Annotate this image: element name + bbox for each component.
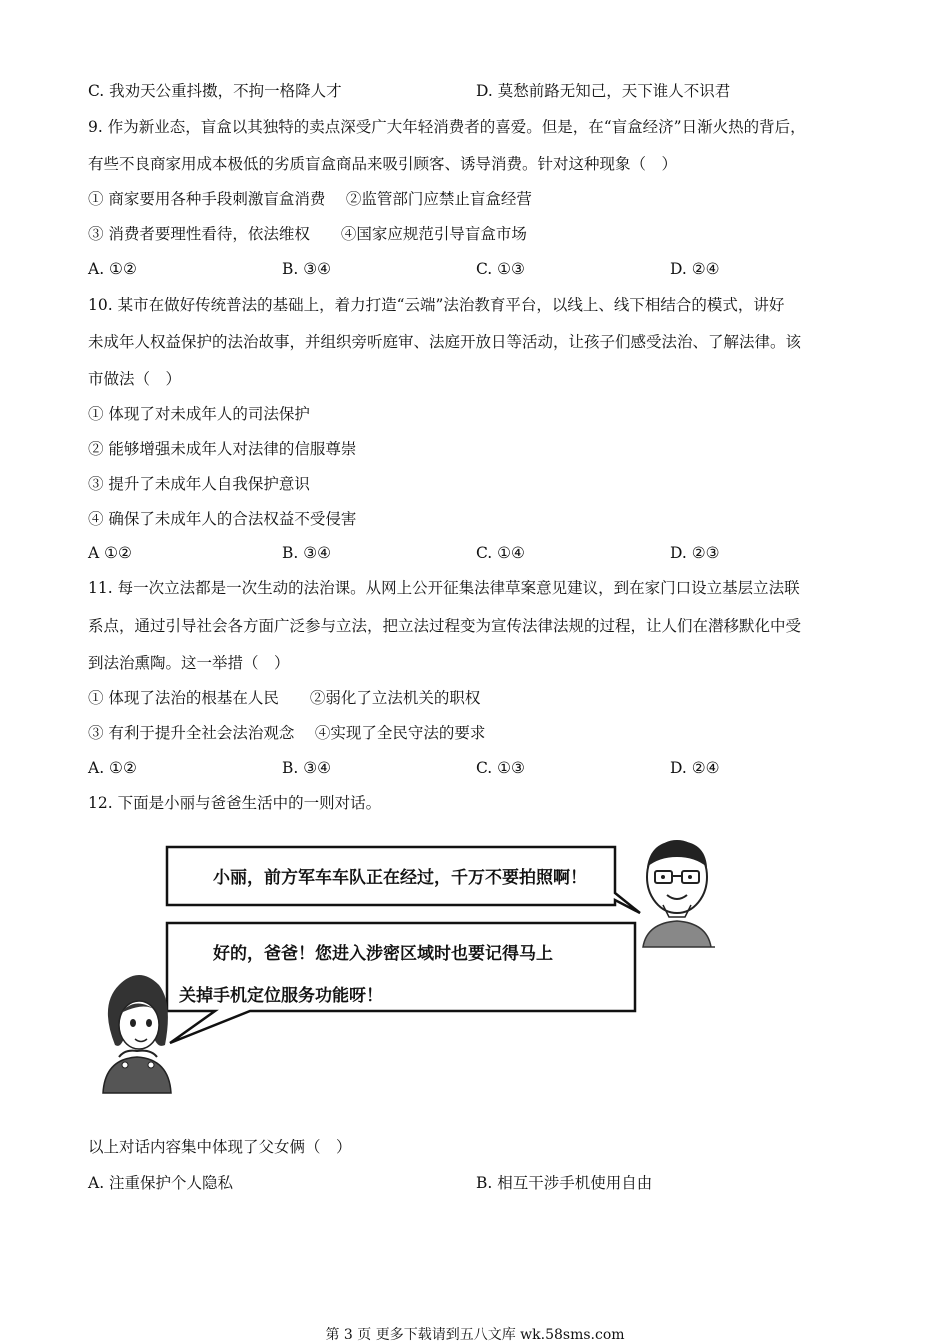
q10-item-1: ① 体现了对未成年人的司法保护 [88, 405, 310, 423]
dad-figure-icon [643, 841, 715, 947]
q9-option-c: C. ①③ [476, 260, 525, 278]
q9-stem-line-1: 9. 作为新业态，盲盒以其独特的卖点深受广大年轻消费者的喜爱。但是，在“盲盒经济”日渐火热的背后， [88, 118, 806, 136]
q11-option-d: D. ②④ [670, 759, 720, 777]
q9-items-line-1: ① 商家要用各种手段刺激盲盒消费 ②监管部门应禁止盲盒经营 [88, 190, 532, 208]
girl-speech-text-line-2: 关掉手机定位服务功能呀！ [179, 986, 383, 1006]
q9-option-d: D. ②④ [670, 260, 720, 278]
q10-option-b: B. ③④ [282, 544, 332, 562]
q9-option-b: B. ③④ [282, 260, 332, 278]
q12-option-a: A. 注重保护个人隐私 [88, 1174, 234, 1192]
q11-stem-line-1: 11. 每一次立法都是一次生动的法治课。从网上公开征集法律草案意见建议，到在家门口设立基层立法联 [88, 579, 800, 597]
q11-stem-line-3: 到法治熏陶。这一举措（ ） [88, 654, 290, 672]
q11-option-a: A. ①② [88, 759, 137, 777]
q9-stem-line-2: 有些不良商家用成本极低的劣质盲盒商品来吸引顾客、诱导消费。针对这种现象（ ） [88, 155, 678, 173]
q11-items-line-1: ① 体现了法治的根基在人民 ②弱化了立法机关的职权 [88, 689, 481, 707]
q12-stem: 12. 下面是小丽与爸爸生活中的一则对话。 [88, 794, 382, 812]
q11-stem-line-2: 系点，通过引导社会各方面广泛参与立法，把立法过程变为宣传法律法规的过程，让人们在潜移默化中受 [88, 617, 802, 635]
q10-stem-line-2: 未成年人权益保护的法治故事，并组织旁听庭审、法庭开放日等活动，让孩子们感受法治、了解法律。该 [88, 333, 802, 351]
q10-stem-line-1: 10. 某市在做好传统普法的基础上，着力打造“云端”法治教育平台，以线上、线下相结合的模式，讲好 [88, 296, 785, 314]
girl-speech-text-line-1: 好的，爸爸！您进入涉密区域时也要记得马上 [213, 944, 553, 964]
q9-items-line-2: ③ 消费者要理性看待，依法维权 ④国家应规范引导盲盒市场 [88, 225, 527, 243]
q11-items-line-2: ③ 有利于提升全社会法治观念 ④实现了全民守法的要求 [88, 724, 486, 742]
dialogue-illustration [95, 835, 725, 1105]
q10-option-d: D. ②③ [670, 544, 720, 562]
q11-option-c: C. ①③ [476, 759, 525, 777]
q8-option-d: D. 莫愁前路无知己，天下谁人不识君 [476, 82, 731, 100]
q9-option-a: A. ①② [88, 260, 137, 278]
page-footer: 第 3 页 更多下载请到五八文库 wk.58sms.com [325, 1327, 625, 1343]
girl-figure-icon [103, 975, 171, 1093]
q11-option-b: B. ③④ [282, 759, 332, 777]
q12-question: 以上对话内容集中体现了父女俩（ ） [88, 1138, 352, 1156]
q10-stem-line-3: 市做法（ ） [88, 370, 182, 388]
q10-option-c: C. ①④ [476, 544, 525, 562]
q10-item-3: ③ 提升了未成年人自我保护意识 [88, 475, 310, 493]
dad-speech-text: 小丽，前方军车车队正在经过，千万不要拍照啊！ [213, 868, 587, 888]
q12-option-b: B. 相互干涉手机使用自由 [476, 1174, 653, 1192]
q10-item-4: ④ 确保了未成年人的合法权益不受侵害 [88, 510, 357, 528]
q10-item-2: ② 能够增强未成年人对法律的信服尊崇 [88, 440, 357, 458]
q10-option-a: A ①② [88, 544, 132, 562]
q8-option-c: C. 我劝天公重抖擞，不拘一格降人才 [88, 82, 342, 100]
